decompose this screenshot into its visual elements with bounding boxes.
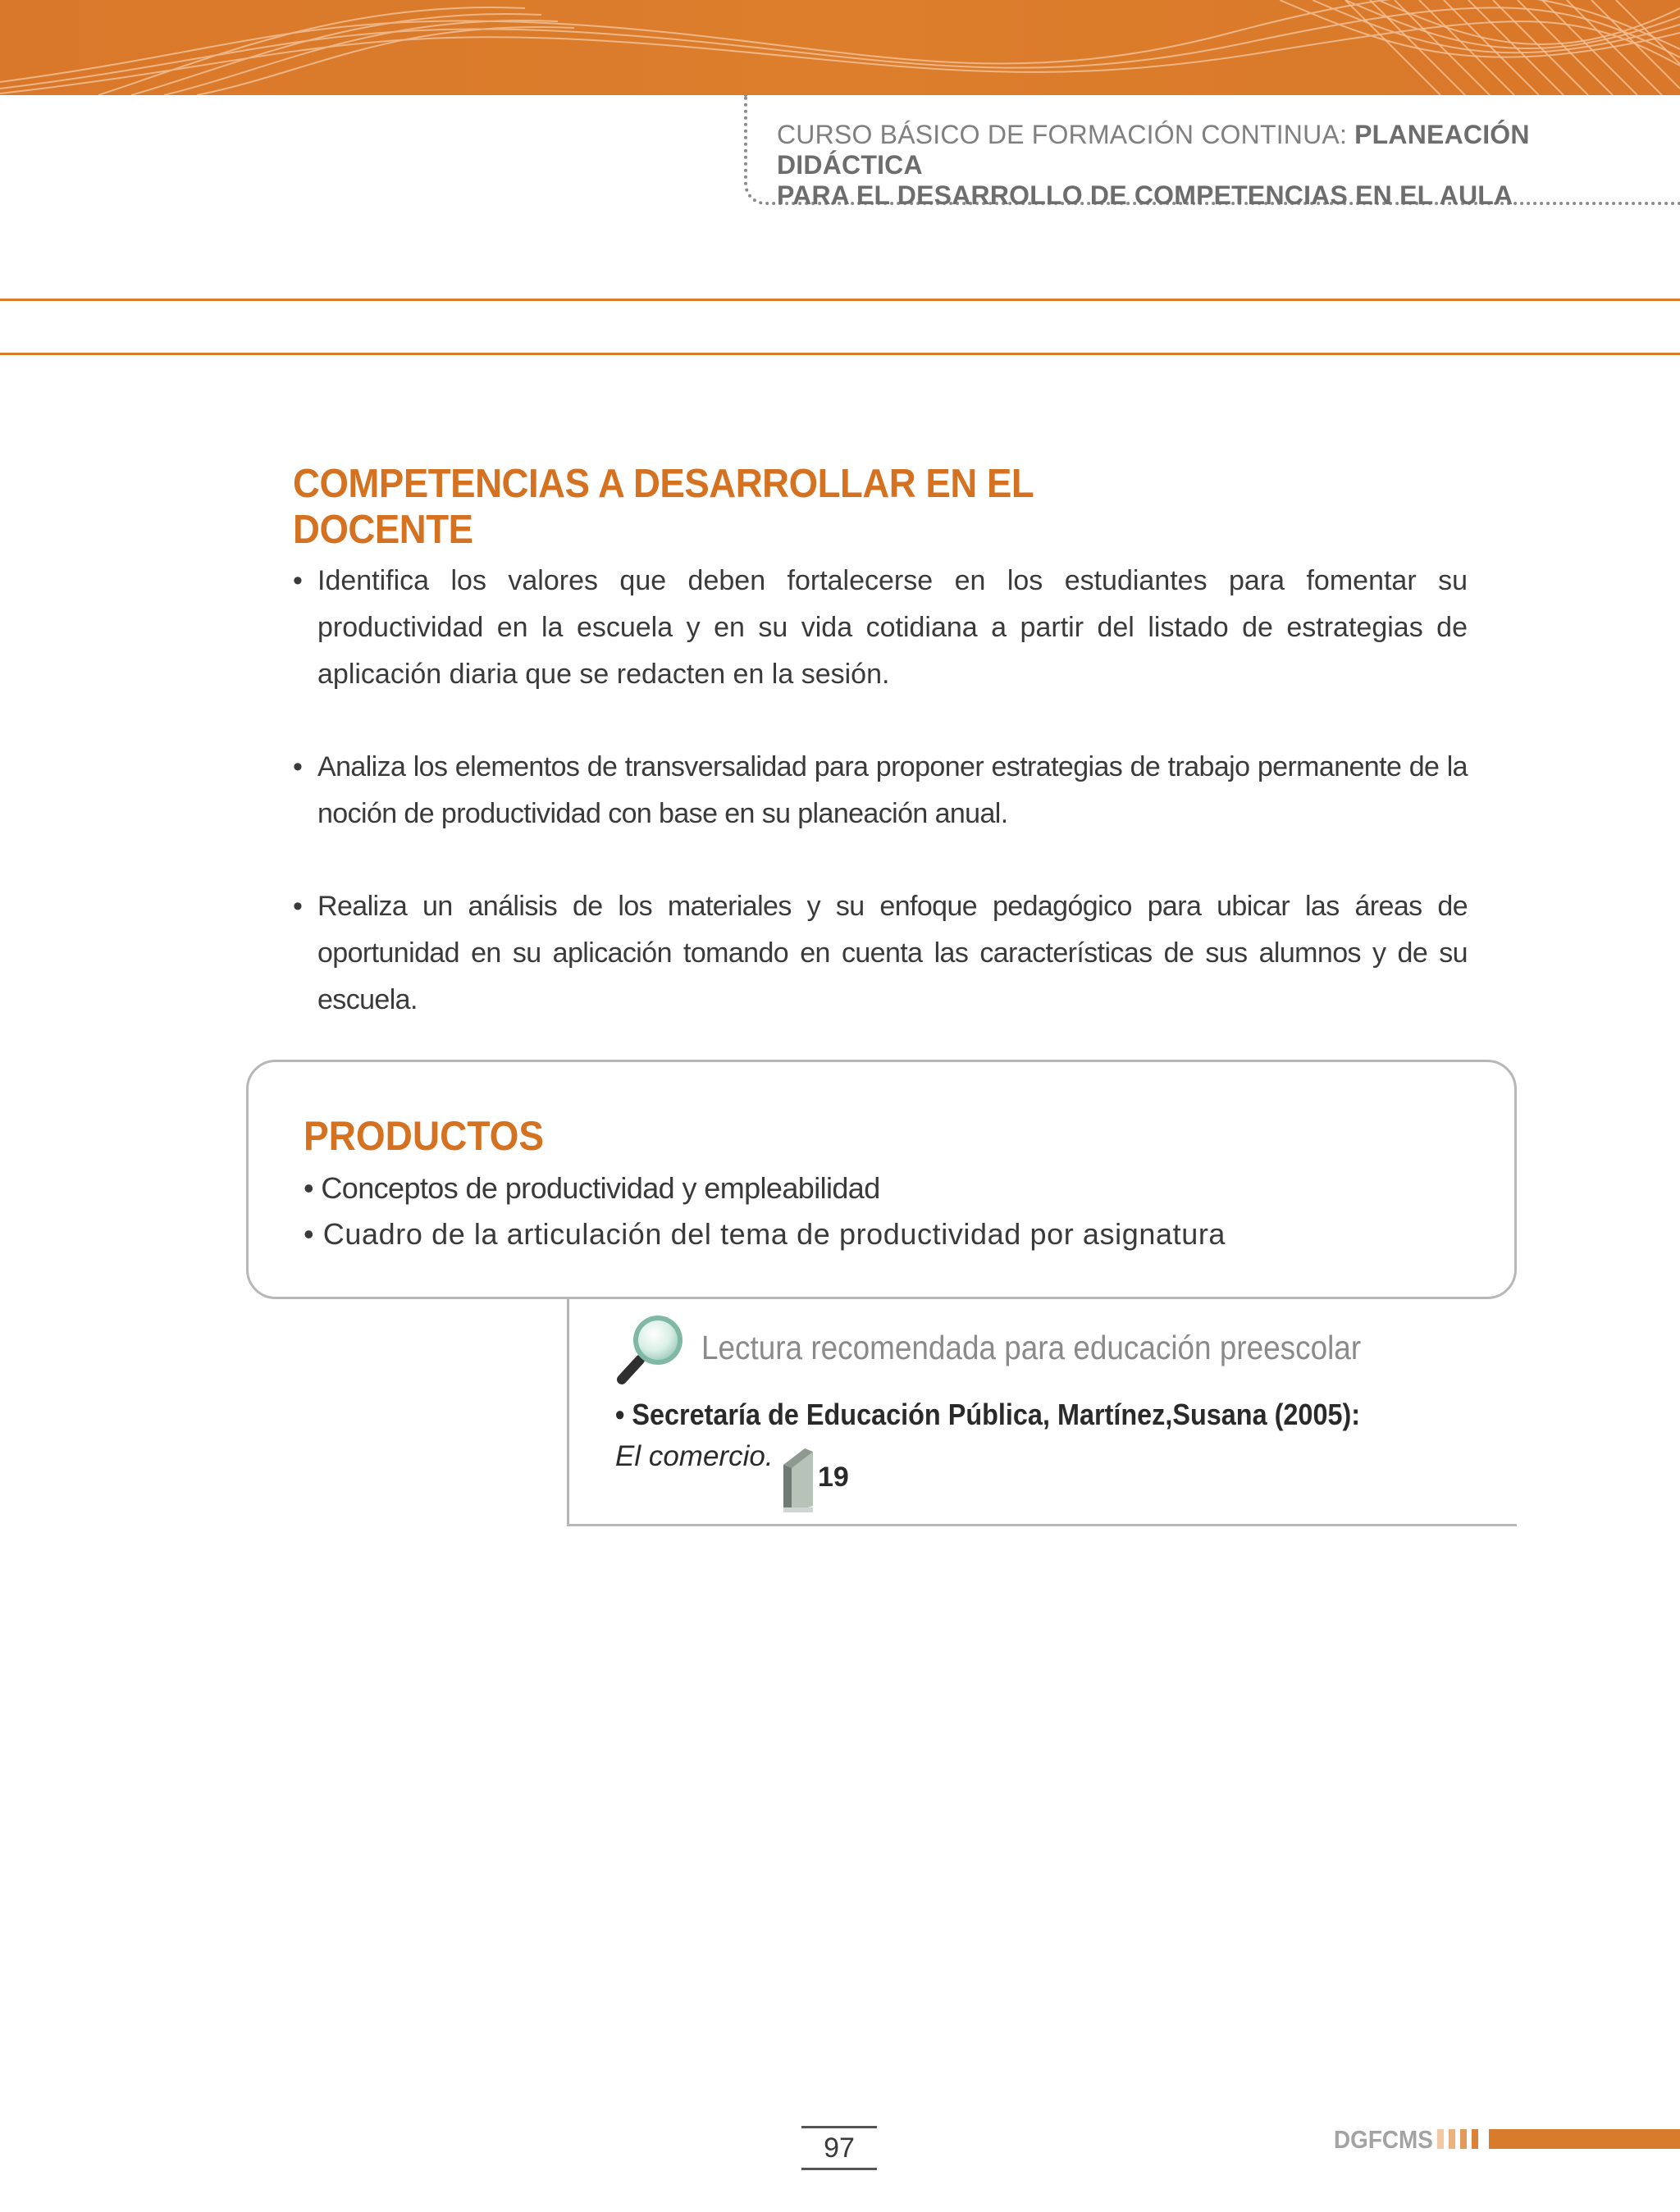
divider-top: [0, 299, 1680, 301]
course-title: [777, 120, 1597, 211]
competencia-item: [293, 558, 1468, 698]
footer-accent-bar: [1489, 2129, 1680, 2149]
competencias-heading: COMPETENCIAS A DESARROLLAR EN EL DOCENTE: [293, 462, 1034, 552]
header-banner: [0, 0, 1680, 95]
competencia-text: Analiza los elementos de transversalidad para proponer estrategias de trabajo permanente de la noción de productividad con base en su planeación anual.: [317, 751, 1468, 829]
competencia-item: [293, 744, 1468, 837]
divider-bottom: [0, 353, 1680, 355]
book-icon: [780, 1444, 819, 1514]
bullet: •: [293, 891, 303, 922]
footer-bars: [1437, 2129, 1486, 2149]
lectura-reference: • Secretaría de Educación Pública, Martínez,Susana (2005):: [615, 1398, 1361, 1431]
producto-item: • Cuadro de la articulación del tema de productividad por asignatura: [304, 1217, 1226, 1251]
lectura-work-title: El comercio.: [615, 1440, 774, 1472]
footer-brand: DGFCMS: [1334, 2125, 1433, 2154]
course-title-prefix: CURSO BÁSICO DE FORMACIÓN CONTINUA:: [777, 120, 1355, 149]
magnifier-icon: [615, 1311, 691, 1386]
bullet: •: [293, 751, 303, 782]
course-title-bold-1: PLANEACIÓN DIDÁCTICA: [777, 120, 1530, 180]
lectura-title: Lectura recomendada para educación preescolar: [701, 1329, 1362, 1366]
course-title-bold-2: PARA EL DESARROLLO DE COMPETENCIAS EN EL AULA: [777, 180, 1513, 210]
productos-heading: PRODUCTOS: [304, 1113, 545, 1159]
competencia-text: Identifica los valores que deben fortalecerse en los estudiantes para fomentar su productividad en la escuela y en su vida cotidiana a partir del listado de estrategias de aplicación diaria que se redacten en la sesión.: [317, 565, 1468, 690]
bullet: •: [293, 565, 303, 596]
lectura-number: 19: [818, 1462, 849, 1493]
producto-item: • Conceptos de productividad y empleabilidad: [304, 1171, 880, 1205]
competencia-item: [293, 883, 1468, 1024]
page-number: 97: [801, 2126, 877, 2170]
competencia-text: Realiza un análisis de los materiales y su enfoque pedagógico para ubicar las áreas de oportunidad en su aplicación tomando en cuenta las características de sus alumnos y de su escuela.: [317, 891, 1468, 1015]
